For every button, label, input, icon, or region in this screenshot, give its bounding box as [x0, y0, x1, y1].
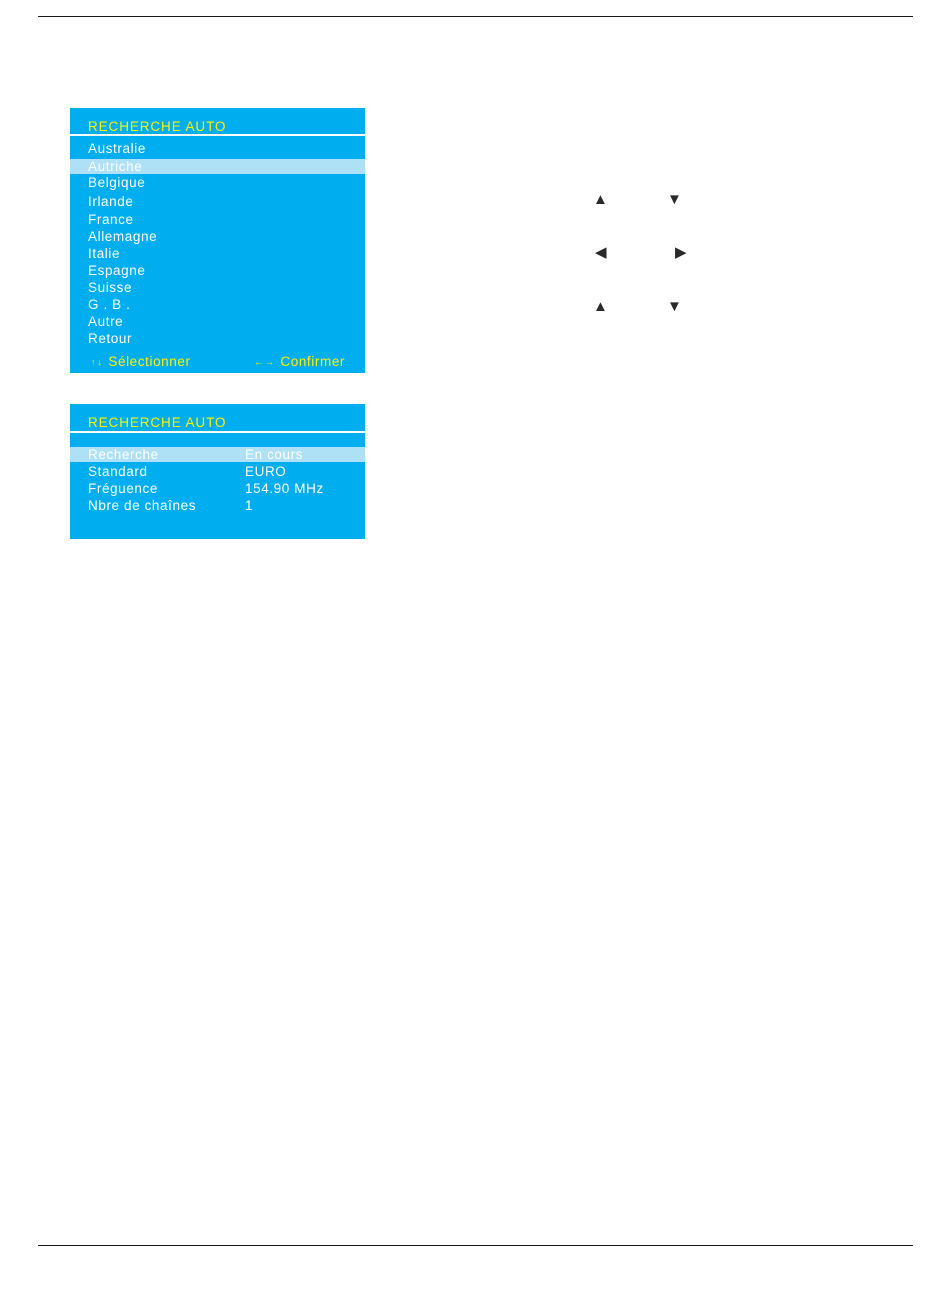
confirm-hint-label: Confirmer [280, 354, 346, 369]
status-row-frequency [70, 481, 365, 496]
row-value: 154.90 MHz [245, 481, 324, 496]
row-label: Fréguence [88, 481, 158, 496]
row-label: Standard [88, 464, 148, 479]
menu-item-france[interactable] [70, 212, 365, 227]
menu-title: RECHERCHE AUTO [88, 119, 227, 134]
menu-item-label: Autriche [88, 159, 143, 174]
menu-item-label: Autre [88, 314, 124, 329]
menu-title: RECHERCHE AUTO [88, 415, 227, 430]
row-value: EURO [245, 464, 287, 479]
menu-item-autriche-selected[interactable] [70, 159, 365, 174]
top-rule [38, 16, 913, 17]
left-key-icon: ◀ [595, 244, 607, 261]
menu-item-belgique[interactable] [70, 175, 365, 190]
auto-search-progress-menu [70, 404, 365, 539]
row-value: 1 [245, 498, 254, 513]
status-row-standard [70, 464, 365, 479]
left-right-arrows-icon: ←→ [254, 357, 276, 367]
menu-item-allemagne[interactable] [70, 229, 365, 244]
menu-item-italie[interactable] [70, 246, 365, 261]
row-label: Nbre de chaînes [88, 498, 197, 513]
menu-item-label: Belgique [88, 175, 146, 190]
menu-item-label: Retour [88, 331, 133, 346]
down-key-icon: ▼ [667, 298, 682, 315]
menu-item-retour[interactable] [70, 331, 365, 346]
menu-item-irlande[interactable] [70, 194, 365, 209]
title-divider [70, 134, 365, 136]
menu-item-label: Suisse [88, 280, 133, 295]
menu-item-autre[interactable] [70, 314, 365, 329]
menu-item-espagne[interactable] [70, 263, 365, 278]
menu-item-label: Allemagne [88, 229, 158, 244]
menu-item-label: Italie [88, 246, 121, 261]
status-row-channel-count [70, 498, 365, 513]
menu-item-label: Irlande [88, 194, 134, 209]
menu-item-gb[interactable] [70, 297, 365, 312]
row-value: En cours [245, 447, 304, 462]
title-divider [70, 431, 365, 433]
select-hint-label: Sélectionner [108, 354, 191, 369]
menu-item-australie[interactable] [70, 141, 365, 156]
auto-search-country-menu [70, 108, 365, 373]
menu-item-suisse[interactable] [70, 280, 365, 295]
row-label: Recherche [88, 447, 159, 462]
up-down-arrows-icon: ↑↓ [91, 357, 104, 367]
up-key-icon: ▲ [593, 191, 608, 208]
menu-item-label: France [88, 212, 134, 227]
confirm-hint [254, 354, 345, 371]
bottom-rule [38, 1245, 913, 1246]
menu-item-label: Australie [88, 141, 146, 156]
menu-item-label: Espagne [88, 263, 146, 278]
right-key-icon: ▶ [675, 244, 687, 261]
status-row-search [70, 447, 365, 462]
down-key-icon: ▼ [667, 191, 682, 208]
up-key-icon: ▲ [593, 298, 608, 315]
menu-item-label: G . B . [88, 297, 131, 312]
select-hint [91, 354, 191, 371]
